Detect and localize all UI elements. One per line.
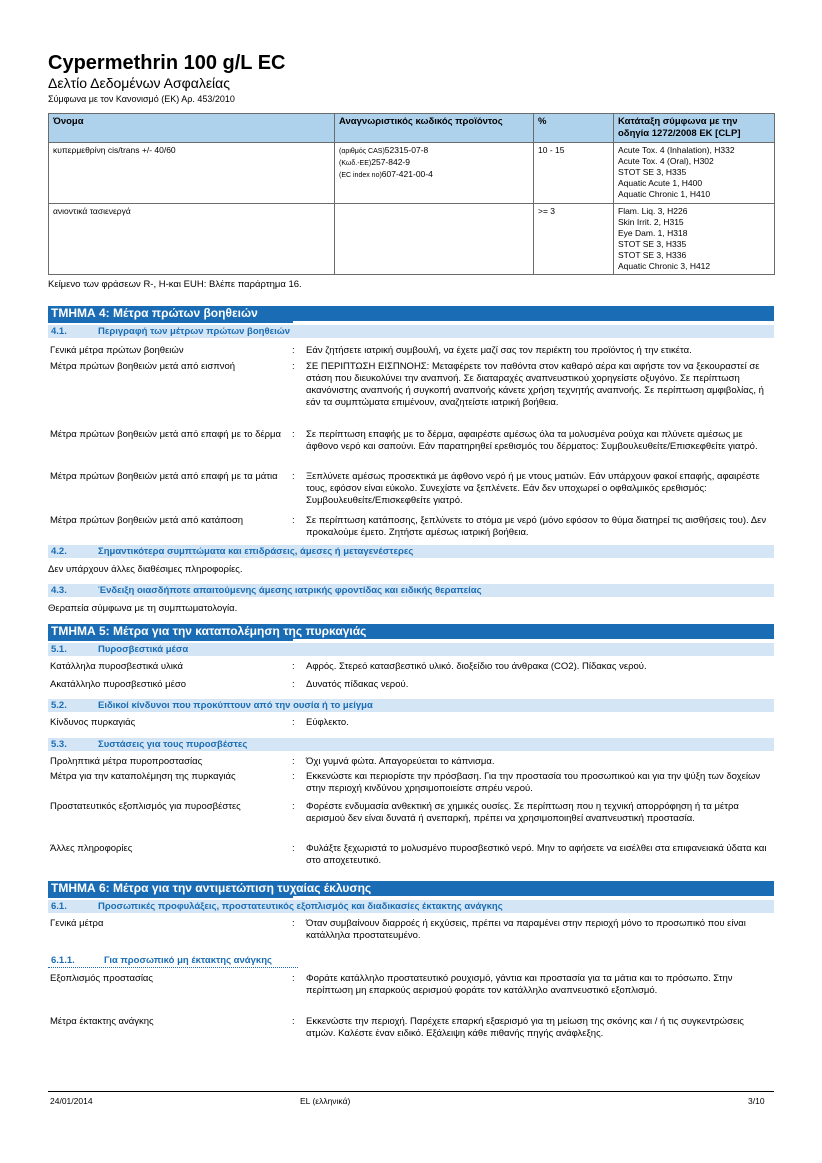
field-value: Φυλάξτε ξεχωριστά το μολυσμένο πυροσβεστικό νερό. Μην το αφήσετε να εισέλθει στα επιφανειακά ύδατα και στο αποχετευτικό.	[306, 843, 767, 866]
clp-entry: Acute Tox. 4 (Oral), H302	[618, 156, 714, 166]
clp-entry: Aquatic Acute 1, H400	[618, 178, 703, 188]
field-value: Αφρός. Στερεό κατασβεστικό υλικό. διοξείδιο του άνθρακα (CO2). Πίδακας νερού.	[306, 661, 647, 672]
subsection-5-1	[48, 643, 774, 656]
id-prefix: (Κωδ.-ΕΕ)	[339, 160, 372, 167]
regulation-reference: Σύμφωνα με τον Κανονισμό (ΕΚ) Αρ. 453/2010	[48, 94, 235, 104]
subsection-number: 6.1.	[51, 901, 67, 912]
subsection-text: Δεν υπάρχουν άλλες διαθέσιμες πληροφορίες.	[48, 564, 243, 575]
id-value: 257-842-9	[371, 157, 410, 167]
field-label: Άλλες πληροφορίες	[50, 843, 133, 854]
colon: :	[292, 515, 295, 526]
field-value: ΣΕ ΠΕΡΙΠΤΩΣΗ ΕΙΣΠΝΟΗΣ: Μεταφέρετε τον παθόντα στον καθαρό αέρα και αφήστε τον να ξεκουραστεί σε στάση που διευκολύνει την αναπνοή. Σε διαταραχές αναπνευστικού χορηγείστε οξυγόνο. Σε περίπτωση ακανόνιστης αναπνοής ή συγκοπή αναπνοής κάνετε χρήση τεχνητής αναπνοής. Σε περίπτωση αμφιβολίας, ή εάν τα συμπτώματα επιμένουν, αναζητείστε ιατρική βοήθεια.	[306, 361, 764, 408]
clp-entry: Eye Dam. 1, H318	[618, 228, 688, 238]
subsection-number: 5.3.	[51, 739, 67, 750]
subsection-number: 4.1.	[51, 326, 67, 337]
subsection-title: Συστάσεις για τους πυροσβέστες	[98, 739, 248, 750]
section-5-title: ΤΜΗΜΑ 5: Μέτρα για την καταπολέμηση της πυρκαγιάς	[48, 624, 372, 639]
composition-table	[48, 113, 775, 275]
subsection-5-2	[48, 699, 774, 712]
section-5-header	[48, 624, 774, 639]
cell-id	[335, 204, 534, 275]
field-label: Κίνδυνος πυρκαγιάς	[50, 717, 136, 728]
col-header-pct: %	[534, 114, 614, 143]
table-row	[49, 204, 775, 275]
colon: :	[292, 801, 295, 812]
field-label: Μέτρα πρώτων βοηθειών μετά από επαφή με το δέρμα	[50, 429, 282, 440]
footer-language: EL (ελληνικά)	[300, 1096, 351, 1106]
subsection-number: 5.2.	[51, 700, 67, 711]
field-label: Ακατάλληλο πυροσβεστικό μέσο	[50, 679, 187, 690]
clp-entry: Aquatic Chronic 3, H412	[618, 261, 711, 271]
subsection-number: 4.2.	[51, 546, 67, 557]
subsection-title: Σημαντικότερα συμπτώματα και επιδράσεις, άμεσες ή μεταγενέστερες	[98, 546, 414, 557]
cell-pct: >= 3	[534, 204, 614, 275]
subsection-title: Ειδικοί κίνδυνοι που προκύπτουν από την ουσία ή το μείγμα	[98, 700, 373, 711]
colon: :	[292, 429, 295, 440]
field-value: Εκκενώστε την περιοχή. Παρέχετε επαρκή εξαερισμό για τη μείωση της σκόνης και / ή τις συγκεντρώσεις ατμών. Καλέστε έναν ειδικό. Εξάλειψη κάθε πιθανής πηγής ανάφλεξης.	[306, 1016, 744, 1039]
clp-entry: Aquatic Chronic 1, H410	[618, 189, 711, 199]
subsection-number: 6.1.1.	[51, 955, 75, 966]
subsection-4-3	[48, 584, 774, 597]
id-prefix: (αριθμός CAS)	[339, 148, 385, 155]
colon: :	[292, 973, 295, 984]
field-value: Εύφλεκτο.	[306, 717, 349, 728]
clp-entry: STOT SE 3, H335	[618, 167, 687, 177]
footer-date: 24/01/2014	[50, 1096, 93, 1106]
cell-id	[335, 143, 534, 204]
clp-entry: Skin Irrit. 2, H315	[618, 217, 684, 227]
subsection-5-3	[48, 738, 774, 751]
clp-entry: STOT SE 3, H335	[618, 239, 687, 249]
table-row	[49, 143, 775, 204]
clp-entry: STOT SE 3, H336	[618, 250, 687, 260]
col-header-name: Όνομα	[49, 114, 335, 143]
clp-entry: Acute Tox. 4 (Inhalation), H332	[618, 145, 735, 155]
colon: :	[292, 843, 295, 854]
cell-name: κυπερμεθρίνη cis/trans +/- 40/60	[49, 143, 335, 204]
r-h-phrases-note: Κείμενο των φράσεων R-, H-και EUH: Βλέπε παράρτημα 16.	[48, 279, 302, 290]
id-prefix: (EC index no)	[339, 172, 382, 179]
field-label: Γενικά μέτρα πρώτων βοηθειών	[50, 345, 184, 356]
field-value: Όχι γυμνά φώτα. Απαγορεύεται το κάπνισμα.	[306, 756, 495, 767]
subsection-title: Ένδειξη οιασδήποτε απαιτούμενης άμεσης ιατρικής φροντίδας και ειδικής θεραπείας	[98, 585, 482, 596]
field-label: Μέτρα πρώτων βοηθειών μετά από επαφή με τα μάτια	[50, 471, 278, 482]
id-value: 607-421-00-4	[381, 169, 433, 179]
cell-name: ανιοντικά τασιενεργά	[49, 204, 335, 275]
section-4-header	[48, 306, 774, 321]
section-6-title: ΤΜΗΜΑ 6: Μέτρα για την αντιμετώπιση τυχαίας έκλυσης	[48, 881, 377, 896]
field-value: Εάν ζητήσετε ιατρική συμβουλή, να έχετε μαζί σας τον περιέκτη του προϊόντος ή την ετικέτα.	[306, 345, 692, 356]
field-label: Μέτρα πρώτων βοηθειών μετά από κατάποση	[50, 515, 244, 526]
colon: :	[292, 1016, 295, 1027]
subsection-4-1	[48, 325, 774, 338]
col-header-id: Αναγνωριστικός κωδικός προϊόντος	[335, 114, 534, 143]
field-label: Γενικά μέτρα	[50, 918, 104, 929]
colon: :	[292, 361, 295, 372]
clp-entry: Flam. Liq. 3, H226	[618, 206, 688, 216]
footer-divider	[48, 1091, 774, 1092]
field-label: Εξοπλισμός προστασίας	[50, 973, 153, 984]
id-value: 52315-07-8	[384, 145, 429, 155]
subsection-6-1-1	[48, 954, 774, 967]
field-value: Φοράτε κατάλληλο προστατευτικό ρουχισμό, γάντια και προστασία για τα μάτια και το πρόσωπο. Στην περίπτωση μη επαρκούς αερισμού φοράτε τον κατάλληλο αναπνευστικό εξοπλισμό.	[306, 973, 733, 996]
subsection-title: Περιγραφή των μέτρων πρώτων βοηθειών	[98, 326, 291, 337]
colon: :	[292, 661, 295, 672]
section-4-title: ΤΜΗΜΑ 4: Μέτρα πρώτων βοηθειών	[48, 306, 264, 321]
col-header-clp: Κατάταξη σύμφωνα με την οδηγία 1272/2008 ΕΚ [CLP]	[614, 114, 775, 143]
field-label: Προστατευτικός εξοπλισμός για πυροσβέστες	[50, 801, 241, 812]
field-label: Προληπτικά μέτρα πυροπροστασίας	[50, 756, 203, 767]
field-value: Σε περίπτωση επαφής με το δέρμα, αφαιρέστε αμέσως όλα τα μολυσμένα ρούχα και πλύνετε αμέσως με άφθονο νερό και σαπούνι. Εάν παρατηρηθεί ερεθισμός του δέρματος: Συμβουλευθείτε/Επισκεφθείτε γιατρό.	[306, 429, 758, 452]
cell-clp	[614, 143, 775, 204]
field-label: Μέτρα πρώτων βοηθειών μετά από εισπνοή	[50, 361, 236, 372]
field-label: Μέτρα για την καταπολέμηση της πυρκαγιάς	[50, 771, 236, 782]
document-subtitle: Δελτίο Δεδομένων Ασφαλείας	[48, 75, 231, 91]
field-value: Ξεπλύνετε αμέσως προσεκτικά με άφθονο νερό ή με ντους ματιών. Εάν υπάρχουν φακοί επαφής, αφαιρέστε τους, εφόσον είναι εύκολο. Συνεχίστε να ξεπλένετε. Εάν δεν υποχωρεί ο οφθαλμικός ερεθισμός: Συμβουλευθείτε/Επισκεφθείτε γιατρό.	[306, 471, 760, 506]
colon: :	[292, 771, 295, 782]
cell-clp	[614, 204, 775, 275]
field-value: Όταν συμβαίνουν διαρροές ή εκχύσεις, πρέπει να παραμένει στην περιοχή μόνο το προσωπικό που είναι κατάλληλα προστατευμένο.	[306, 918, 746, 941]
subsection-title: Προσωπικές προφυλάξεις, προστατευτικός εξοπλισμός και διαδικασίες έκτακτης ανάγκης	[98, 901, 503, 912]
subsection-6-1	[48, 900, 774, 913]
subsection-title: Πυροσβεστικά μέσα	[98, 644, 189, 655]
subsection-number: 5.1.	[51, 644, 67, 655]
document-title: Cypermethrin 100 g/L EC	[48, 52, 286, 74]
field-label: Κατάλληλα πυροσβεστικά υλικά	[50, 661, 184, 672]
colon: :	[292, 471, 295, 482]
colon: :	[292, 756, 295, 767]
field-label: Μέτρα έκτακτης ανάγκης	[50, 1016, 154, 1027]
subsection-number: 4.3.	[51, 585, 67, 596]
field-value: Σε περίπτωση κατάποσης, ξεπλύνετε το στόμα με νερό (μόνο εφόσον το θύμα διατηρεί τις αισθήσεις του). Δεν προκαλούμε έμετο. Ζητήστε αμέσως ιατρική βοήθεια.	[306, 515, 767, 538]
field-value: Εκκενώστε και περιορίστε την πρόσβαση. Για την προστασία του προσωπικού και για την ψύξη των δοχείων στην περιοχή κινδύνου χρησιμοποιείστε σπρέυ νερού.	[306, 771, 761, 794]
footer-page-number: 3/10	[748, 1096, 765, 1106]
colon: :	[292, 717, 295, 728]
colon: :	[292, 345, 295, 356]
field-value: Φορέστε ενδυμασία ανθεκτική σε χημικές ουσίες. Σε περίπτωση που η τεχνική απορρόφηση ή τα μέτρα αερισμού δεν είναι δυνατά ή ανεπαρκή, πρέπει να χρησιμοποιηθεί αναπνευστική προστασία.	[306, 801, 739, 824]
subsection-4-2	[48, 545, 774, 558]
colon: :	[292, 918, 295, 929]
table-header-row	[49, 114, 775, 143]
cell-pct: 10 - 15	[534, 143, 614, 204]
field-value: Δυνατός πίδακας νερού.	[306, 679, 409, 690]
subsection-text: Θεραπεία σύμφωνα με τη συμπτωματολογία.	[48, 603, 238, 614]
colon: :	[292, 679, 295, 690]
subsection-title: Για προσωπικό μη έκτακτης ανάγκης	[104, 955, 272, 966]
section-6-header	[48, 881, 774, 896]
